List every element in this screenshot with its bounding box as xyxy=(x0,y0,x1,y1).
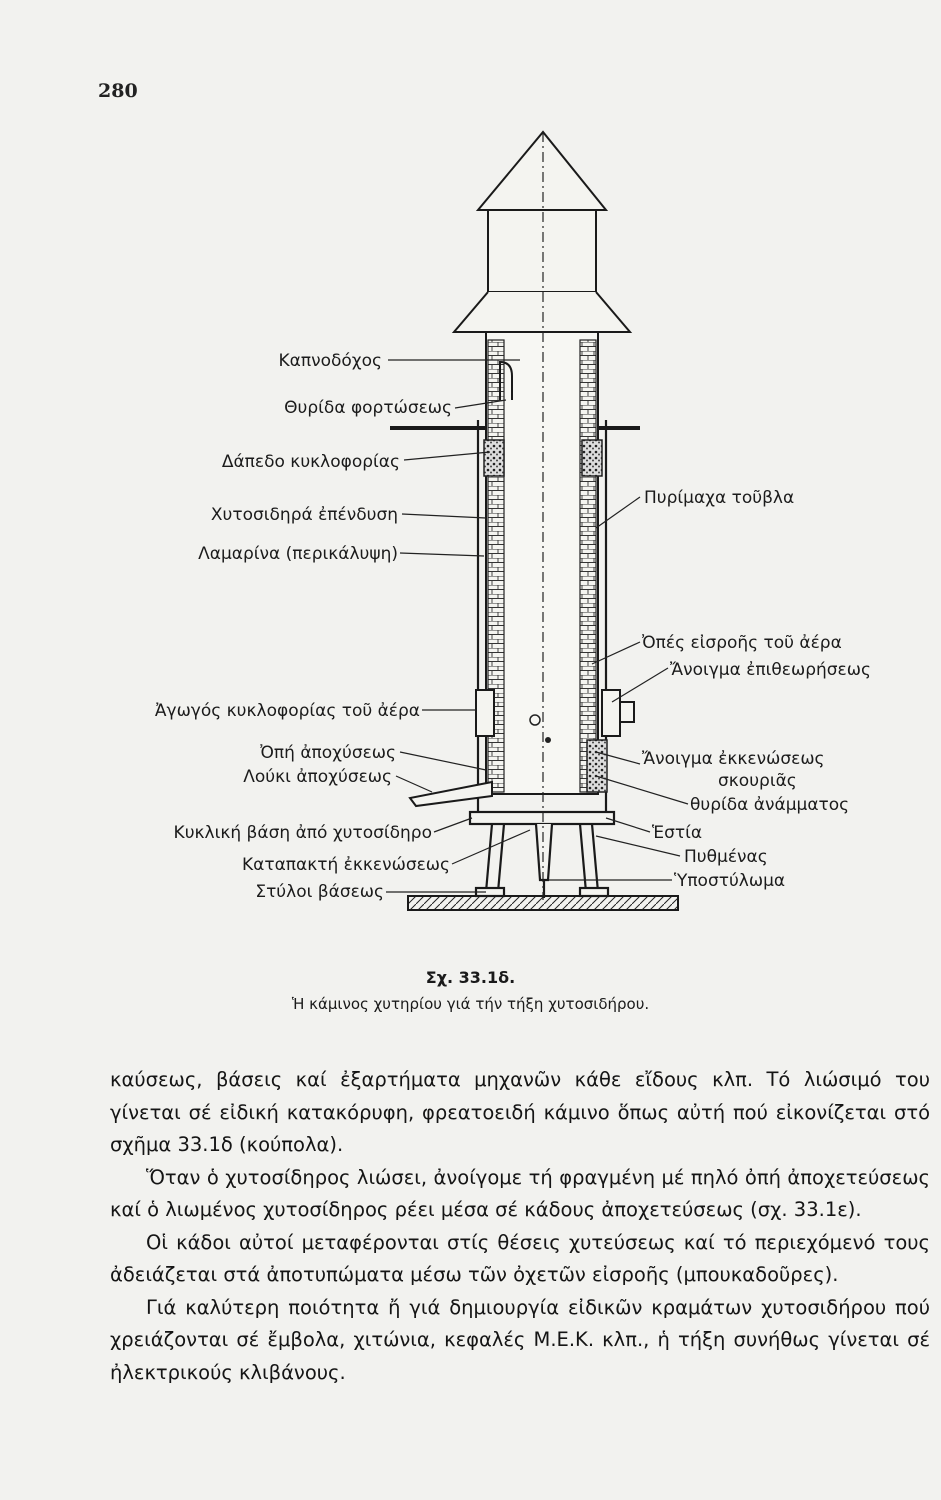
paragraph-4: Γιά καλύτερη ποιότητα ἤ γιά δημιουργία εἰδικῶν κραμάτων χυτοσιδήρου πού χρειάζονται σέ ἔμβολα, χιτώνια, κεφαλές Μ.Ε.Κ. κλπ., ἡ τήξη συνήθως γίνεται σέ ἠλεκτρικούς κλιβάνους. xyxy=(110,1295,930,1384)
label-chimney: Καπνοδόχος xyxy=(278,351,382,371)
label-support: Ὑποστύλωμα xyxy=(674,871,786,891)
paragraph-2: Ὅταν ὁ χυτοσίδηρος λιώσει, ἀνοίγομε τή φραγμένη μέ πηλό ὀπή ἀποχετεύσεως καί ὁ λιωμένος χυτοσίδηρος ρέει μέσα σέ κάδους ἀποχετεύσεως (σχ. 33.1ε). xyxy=(110,1165,930,1221)
ignition-point xyxy=(545,737,551,743)
label-cast-iron-lining: Χυτοσιδηρά ἐπένδυση xyxy=(210,505,398,525)
figure-caption-title: Σχ. 33.1δ. xyxy=(425,968,516,987)
paragraph-1: καύσεως, βάσεις καί ἐξαρτήματα μηχανῶν κάθε εἴδους κλπ. Τό λιώσιμό του γίνεται σέ εἰδική κατακόρυφη, φρεατοειδή κάμινο ὅπως αὐτή πού εἰκονίζεται στό σχῆμα 33.1δ (κούπολα). xyxy=(110,1068,930,1156)
label-charging-door: Θυρίδα φορτώσεως xyxy=(284,398,452,418)
label-drop-door: Καταπακτή ἐκκενώσεως xyxy=(242,855,450,875)
label-working-floor: Δάπεδο κυκλοφορίας xyxy=(221,452,400,472)
base-and-columns xyxy=(470,812,614,898)
label-refractory-bricks: Πυρίμαχα τοῦβλα xyxy=(644,488,795,508)
figure-caption-text: Ἡ κάμινος χυτηρίου γιά τήν τήξη χυτοσιδήρου. xyxy=(291,995,650,1013)
label-circular-base: Κυκλική βάση ἀπό χυτοσίδηρο xyxy=(173,823,432,843)
label-hearth: Ἑστία xyxy=(652,823,703,843)
body-text xyxy=(110,1064,930,1389)
label-tapping-spout: Λούκι ἀποχύσεως xyxy=(243,767,392,787)
right-labels xyxy=(642,488,871,891)
left-labels xyxy=(155,351,452,902)
chimney-hood xyxy=(454,132,630,332)
label-air-inlet-holes: Ὀπές εἰσροῆς τοῦ ἀέρα xyxy=(642,633,842,653)
label-slag: σκουριᾶς xyxy=(718,771,797,791)
label-sheet-metal-casing: Λαμαρίνα (περικάλυψη) xyxy=(198,544,398,564)
label-air-duct: Ἀγωγός κυκλοφορίας τοῦ ἀέρα xyxy=(154,701,420,721)
paragraph-3: Οἱ κάδοι αὐτοί μεταφέρονται στίς θέσεις χυτεύσεως καί τό περιεχόμενό τους ἀδειάζεται στά ἀποτυπώματα μέσω τῶν ὀχετῶν εἰσροῆς (μπουκαδοῦρες). xyxy=(110,1230,930,1286)
label-inspection-opening: Ἄνοιγμα ἐπιθεωρήσεως xyxy=(670,660,871,680)
tapping-spout xyxy=(410,782,492,806)
label-ignition-door: θυρίδα ἀνάμματος xyxy=(690,795,850,815)
label-base-columns: Στύλοι βάσεως xyxy=(255,882,384,902)
label-slag-opening: Ἄνοιγμα ἐκκενώσεως xyxy=(642,749,825,769)
page-number: 280 xyxy=(98,80,138,102)
label-tap-hole: Ὀπή ἀποχύσεως xyxy=(260,743,396,763)
label-bottom: Πυθμένας xyxy=(684,847,768,867)
